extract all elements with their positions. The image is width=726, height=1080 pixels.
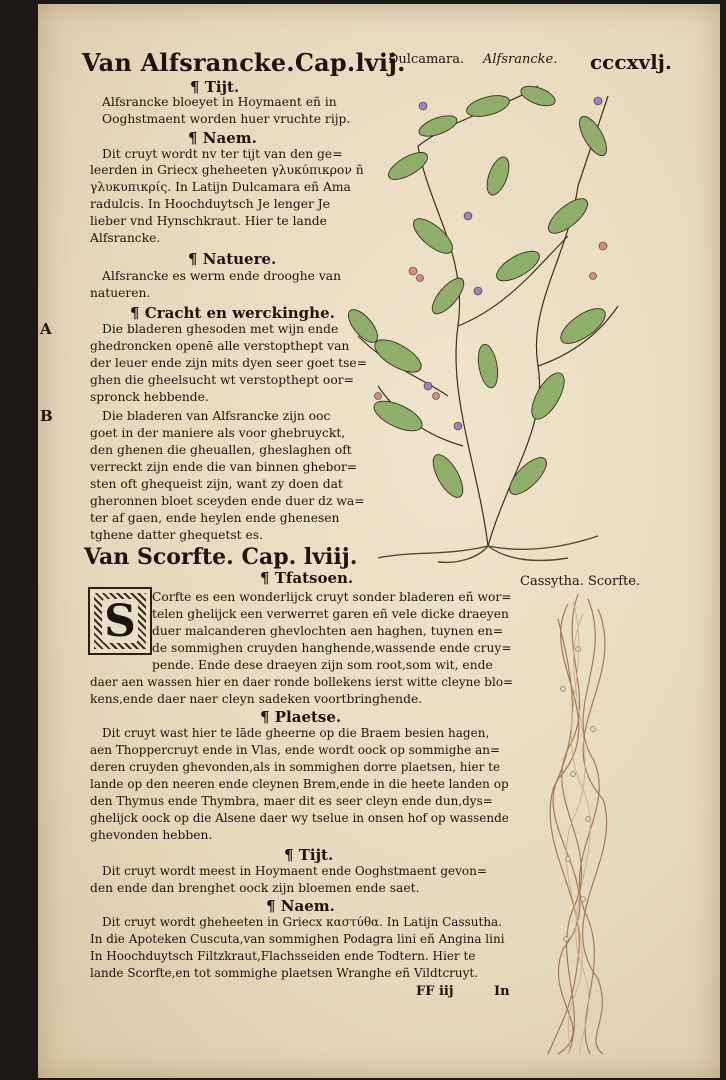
rubric-tijt: ¶ Tijt. [190,78,240,96]
dulcamara-illustration [338,66,628,566]
rubric-naem-2: ¶ Naem. [266,897,335,915]
text-line: natueren. [90,286,151,300]
rubric-tfatsoen: ¶ Tfatsoen. [260,569,354,587]
text-line: daer aen wassen hier en daer ronde bollekens ierst witte cleyne blo= [90,675,514,689]
text-line: ghevonden hebben. [90,828,213,842]
catchword: In [494,984,510,999]
margin-letter-b: B [40,407,53,425]
chapter2-title: Van Scorfte. Cap. lviij. [84,544,358,570]
text-line: der leuer ende zijn mits dyen seer goet tse= [90,356,368,370]
rubric-plaetse: ¶ Plaetse. [260,708,342,726]
text-line: Die bladeren van Alfsrancke zijn ooc [102,409,331,423]
text-line: ghelijck oock op die Alsene daer wy tselue in onsen hof op wassende [90,811,509,825]
text-line: Die bladeren ghesoden met wijn ende [102,322,339,336]
folio-number: cccxvlj. [590,50,672,74]
text-line: tghene datter ghequetst es. [90,528,264,542]
rubric-naem: ¶ Naem. [188,129,257,147]
chapter-heading: Van Alfsrancke.Cap.lvij. [82,48,406,77]
text-line: ghen die gheelsucht wt verstopthept oor= [90,373,354,387]
text-line: aen Thoppercruyt ende in Vlas, ende wordt oock op sommighe an= [90,743,501,757]
caption-latin: Dulcamara. [388,52,465,67]
rubric-cracht: ¶ Cracht en werckinghe. [130,304,335,322]
text-line: In die Apoteken Cuscuta,van sommighen Podagra lini eñ Angina lini [90,932,505,946]
text-line: lieber vnd Hynschkraut. Hier te lande [90,214,327,228]
text-line: kens,ende daer naer cleyn sadeken voortbringhende. [90,692,423,706]
text-line: Alfsrancke bloeyet in Hoymaent eñ in [102,95,337,109]
text-line: spronck hebbende. [90,390,209,404]
text-line: leerden in Griecx gheheeten γλυκύπικρον ñ [90,163,364,177]
text-line: verreckt zijn ende die van binnen ghebor= [90,460,358,474]
initial-letter: S [102,599,138,643]
text-line: ter af gaen, ende heylen ende ghenesen [90,511,340,525]
caption-dutch: Alfsrancke. [483,52,558,67]
text-line: radulcis. In Hoochduytsch Je lenger Je [90,197,330,211]
signature-mark: FF iij [416,984,454,999]
text-line: Ooghstmaent worden huer vruchte rijp. [102,112,351,126]
text-line: lande op den neeren ende cleynen Brem,ende in die heete landen op [90,777,509,791]
text-line: Alfsrancke. [90,231,161,245]
rubric-natuere: ¶ Natuere. [188,250,277,268]
cassytha-illustration [518,589,638,1059]
text-line: de sommighen cruyden hanghende,wassende ende cruy= [152,641,512,655]
book-page [38,4,720,1078]
text-line: Dit cruyt wordt gheheeten in Griecx καστύθα. In Latijn Cassutha. [102,915,503,929]
text-line: telen ghelijck een verwerret garen eñ vele dicke draeyen [152,607,509,621]
text-line: sten oft ghequeist zijn, want zy doen dat [90,477,343,491]
initial-ornament [94,593,146,649]
text-line: pende. Ende dese draeyen zijn som root,som wit, ende [152,658,493,672]
text-line: γλυκυπικρίς. In Latijn Dulcamara eñ Ama [90,180,351,194]
margin-letter-a: A [40,320,52,338]
caption-cassytha: Cassytha. Scorfte. [520,574,641,589]
text-line: den ende dan brenghet oock zijn bloemen ende saet. [90,881,420,895]
text-line: goet in der maniere als voor ghebruyckt, [90,426,346,440]
text-line: den Thymus ende Thymbra, maer dit es seer cleyn ende dun,dys= [90,794,493,808]
text-line: lande Scorfte,en tot sommighe plaetsen Wranghe eñ Vildtcruyt. [90,966,479,980]
text-line: ghedroncken openē alle verstopthept van [90,339,350,353]
text-line: Alfsrancke es werm ende drooghe van [102,269,342,283]
text-line: duer malcanderen ghevlochten aen haghen, tuynen en= [152,624,504,638]
decorated-initial [88,587,152,655]
text-line: gheronnen bloet sceyden ende duer dz wa= [90,494,365,508]
rubric-tijt-2: ¶ Tijt. [284,846,334,864]
text-line: Dit cruyt wast hier te lāde gheerne op die Braem besien hagen, [102,726,490,740]
text-line: Corfte es een wonderlijck cruyt sonder bladeren eñ wor= [152,590,512,604]
text-line: In Hoochduytsch Filtzkraut,Flachsseiden ende Todtern. Hier te [90,949,476,963]
text-line: den ghenen die gheuallen, gheslaghen oft [90,443,352,457]
text-line: deren cruyden ghevonden,als in sommighen dorre plaetsen, hier te [90,760,501,774]
text-line: Dit cruyt wordt nv ter tijt van den ge= [102,147,343,161]
text-line: Dit cruyt wordt meest in Hoymaent ende Ooghstmaent gevon= [102,864,487,878]
